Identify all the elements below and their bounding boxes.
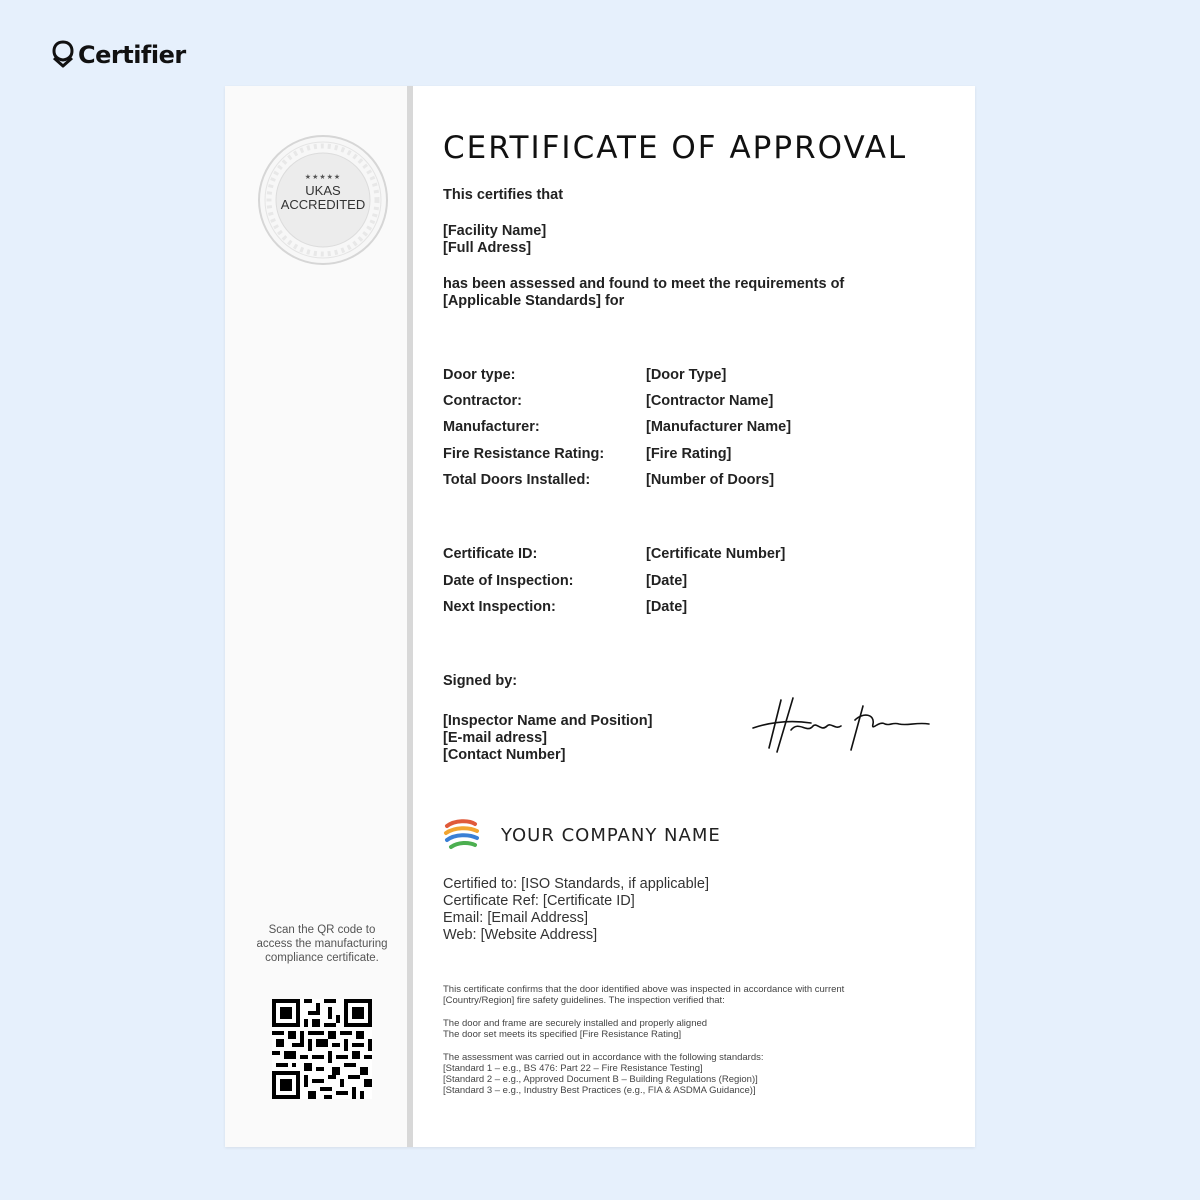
detail-value: [Door Type] (646, 367, 727, 383)
fine-line: [Standard 2 – e.g., Approved Document B – Building Regulations (Region)] (443, 1074, 758, 1085)
id-label: Date of Inspection: (443, 573, 574, 589)
detail-value: [Number of Doors] (646, 472, 775, 488)
id-label: Next Inspection: (443, 599, 556, 615)
qr-code-icon[interactable] (272, 999, 372, 1099)
detail-label: Contractor: (443, 393, 522, 409)
detail-value: [Contractor Name] (646, 393, 774, 409)
company-web: Web: [Website Address] (443, 927, 598, 943)
certifier-logo-icon (52, 40, 74, 70)
detail-label: Fire Resistance Rating: (443, 446, 605, 462)
signed-by-label: Signed by: (443, 673, 518, 689)
detail-row (443, 419, 923, 435)
fine-line: This certificate confirms that the door identified above was inspected in accordance with current (443, 984, 845, 995)
certificate-body (443, 86, 963, 1147)
detail-row (443, 446, 923, 462)
qr-instructions: Scan the QR code to access the manufacturing compliance certificate. (256, 924, 388, 964)
fine-line: [Country/Region] fire safety guidelines. The inspection verified that: (443, 995, 725, 1006)
id-row (443, 599, 923, 615)
assessment-line-2: [Applicable Standards] for (443, 293, 625, 309)
seal-line-2: ACCREDITED (280, 197, 366, 212)
detail-value: [Fire Rating] (646, 446, 732, 462)
detail-row (443, 472, 923, 488)
id-value: [Date] (646, 599, 688, 615)
id-value: [Date] (646, 573, 688, 589)
detail-value: [Manufacturer Name] (646, 419, 792, 435)
fine-line: The door set meets its specified [Fire Resistance Rating] (443, 1029, 682, 1040)
fine-line: [Standard 1 – e.g., BS 476: Part 22 – Fire Resistance Testing] (443, 1063, 703, 1074)
inspector-contact: [Contact Number] (443, 747, 566, 763)
fine-line: The door and frame are securely installed and properly aligned (443, 1018, 708, 1029)
fine-line: The assessment was carried out in accordance with the following standards: (443, 1052, 764, 1063)
brand-name: Certifier (78, 41, 186, 69)
detail-label: Door type: (443, 367, 516, 383)
facility-name: [Facility Name] (443, 223, 547, 239)
id-row (443, 573, 923, 589)
detail-label: Total Doors Installed: (443, 472, 591, 488)
fine-print-3 (443, 1052, 764, 1096)
company-block (443, 816, 721, 854)
company-name: YOUR COMPANY NAME (501, 824, 721, 846)
company-globe-logo-icon (443, 816, 481, 854)
fine-print-2 (443, 1018, 707, 1040)
certified-to: Certified to: [ISO Standards, if applicable] (443, 876, 709, 892)
intro-text: This certifies that (443, 187, 564, 203)
certificate-sidebar (225, 86, 407, 1147)
id-label: Certificate ID: (443, 546, 538, 562)
id-row (443, 546, 923, 562)
inspector-email: [E-mail adress] (443, 730, 547, 746)
detail-row (443, 367, 923, 383)
detail-row (443, 393, 923, 409)
signature-icon (751, 690, 931, 754)
sidebar-divider (407, 86, 413, 1147)
company-email: Email: [Email Address] (443, 910, 589, 926)
certificate-title: CERTIFICATE OF APPROVAL (443, 130, 908, 166)
accreditation-seal (257, 134, 389, 266)
seal-label (257, 184, 389, 212)
id-value: [Certificate Number] (646, 546, 786, 562)
inspector-name: [Inspector Name and Position] (443, 713, 653, 729)
fine-print-1 (443, 984, 844, 1006)
assessment-line-1: has been assessed and found to meet the requirements of (443, 276, 845, 292)
seal-stars: ★★★★★ (304, 174, 342, 181)
seal-line-1: UKAS (305, 183, 341, 198)
brand-logo (52, 40, 186, 70)
certificate-document (225, 86, 975, 1147)
facility-address: [Full Adress] (443, 240, 532, 256)
certificate-ref: Certificate Ref: [Certificate ID] (443, 893, 635, 909)
company-info (443, 876, 709, 944)
fine-line: [Standard 3 – e.g., Industry Best Practices (e.g., FIA & ASDMA Guidance)] (443, 1085, 756, 1096)
detail-label: Manufacturer: (443, 419, 540, 435)
